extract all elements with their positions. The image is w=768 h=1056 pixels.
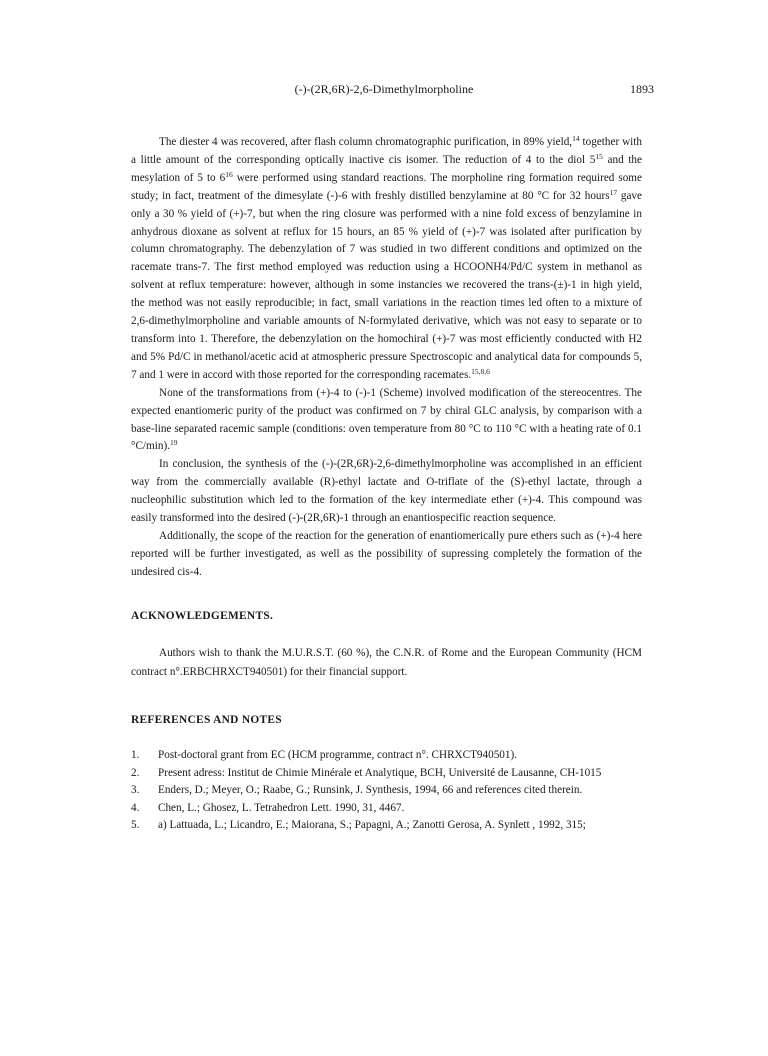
body-text (131, 134, 642, 582)
references-heading: REFERENCES AND NOTES (131, 714, 282, 726)
acknowledgements-text (131, 644, 642, 682)
page-number: 1893 (630, 82, 654, 96)
reference-item (131, 782, 651, 800)
reference-item (131, 747, 651, 765)
reference-text: Present adress: Institut de Chimie Minérale et Analytique, BCH, Université de Lausanne, CH-1015 (158, 766, 602, 779)
reference-item (131, 765, 651, 783)
acknowledgements-paragraph: Authors wish to thank the M.U.R.S.T. (60 %), the C.N.R. of Rome and the European Community (HCM contract n°.ERBCHRXCT940501) for their financial support. (131, 647, 642, 678)
reference-text: Post-doctoral grant from EC (HCM programme, contract n°. CHRXCT940501). (158, 749, 517, 761)
acknowledgements-heading: ACKNOWLEDGEMENTS. (131, 610, 274, 622)
reference-text: Chen, L.; Ghosez, L. Tetrahedron Lett. 1990, 31, 4467. (158, 801, 405, 814)
paragraph-3: In conclusion, the synthesis of the (-)-(2R,6R)-2,6-dimethylmorpholine was accomplished in an efficient way from the commercially available (R)-ethyl lactate and O-triflate of the (S)-ethyl lactate, through a nucleophilic substitution which led to the formation of the key intermediate ether (+)-4. This compound was easily transformed into the desired (-)-(2R,6R)-1 through an enantiospecific reaction sequence. (131, 458, 642, 525)
reference-list (131, 747, 651, 835)
paragraph-2: None of the transformations from (+)-4 to (-)-1 (Scheme) involved modification of the stereocentres. The expected enantiomeric purity of the product was confirmed on 7 by chiral GLC analysis, by comparison with a base-line separated racemic sample (conditions: oven temperature from 80 °C to 110 °C with a heating rate of 0.1 °C/min).$^{19}$ (131, 386, 642, 453)
paragraph-4: Additionally, the scope of the reaction for the generation of enantiomerically pure ethers such as (+)-4 here reported will be further investigated, as well as the possibility of supressing completely the formation of the undesired cis-4. (131, 529, 642, 578)
reference-text: Enders, D.; Meyer, O.; Raabe, G.; Runsink, J. Synthesis, 1994, 66 and references cited therein. (158, 784, 583, 797)
reference-number: 5. (131, 819, 140, 832)
reference-number: 3. (131, 784, 140, 797)
running-title: (-)-(2R,6R)-2,6-Dimethylmorpholine (294, 82, 474, 96)
reference-number: 4. (131, 801, 140, 814)
reference-text: a) Lattuada, L.; Licandro, E.; Maiorana, S.; Papagni, A.; Zanotti Gerosa, A. Synlett , 1992, 315; (158, 819, 586, 832)
reference-number: 1. (131, 749, 140, 761)
paragraph-1: The diester 4 was recovered, after flash column chromatographic purification, in 89% yield,$^{14}$ together with a little amount of the corresponding optically inactive cis isomer. The reduction of 4 to the diol $5^{15}$ and the mesylation of 5 to $6^{16}$ were performed using standard reactions. The morpholine ring formation required some study; in fact, treatment of the dimesylate (-)-6 with freshly distilled benzylamine at 80 °C for 32 hours$^{17}$ gave only a 30 % yield of (+)-7, but when the ring closure was performed with a nine fold excess of benzylamine in anhydrous dioxane as solvent at reflux for 15 hours, an 85 % yield of (+)-7 was isolated after purification by column chromatography. The debenzylation of 7 was studied in two different conditions and optimized on the racemate trans-7. The first method employed was reduction using a HCOONH4/Pd/C system in methanol as solvent at reflux temperature: however, although in some instancies we recovered the trans-(±)-1 in high yield, the method was not easily reproducible; in fact, small variations in the reaction times led often to a mixture of 2,6-dimethylmorpholine and variable amounts of N-formylated derivative, which was not easy to separate or to transform into 1. Therefore, the debenzylation on the homochiral (+)-7 was most efficiently conducted with H2 and 5% Pd/C in methanol/acetic acid at atmospheric pressure Spectroscopic and analytical data for compounds 5, 7 and 1 were in accord with those reported for the corresponding racemates.$^{15,8,6}$ (131, 134, 642, 381)
reference-item (131, 817, 651, 835)
reference-number: 2. (131, 766, 140, 779)
reference-item (131, 800, 651, 818)
